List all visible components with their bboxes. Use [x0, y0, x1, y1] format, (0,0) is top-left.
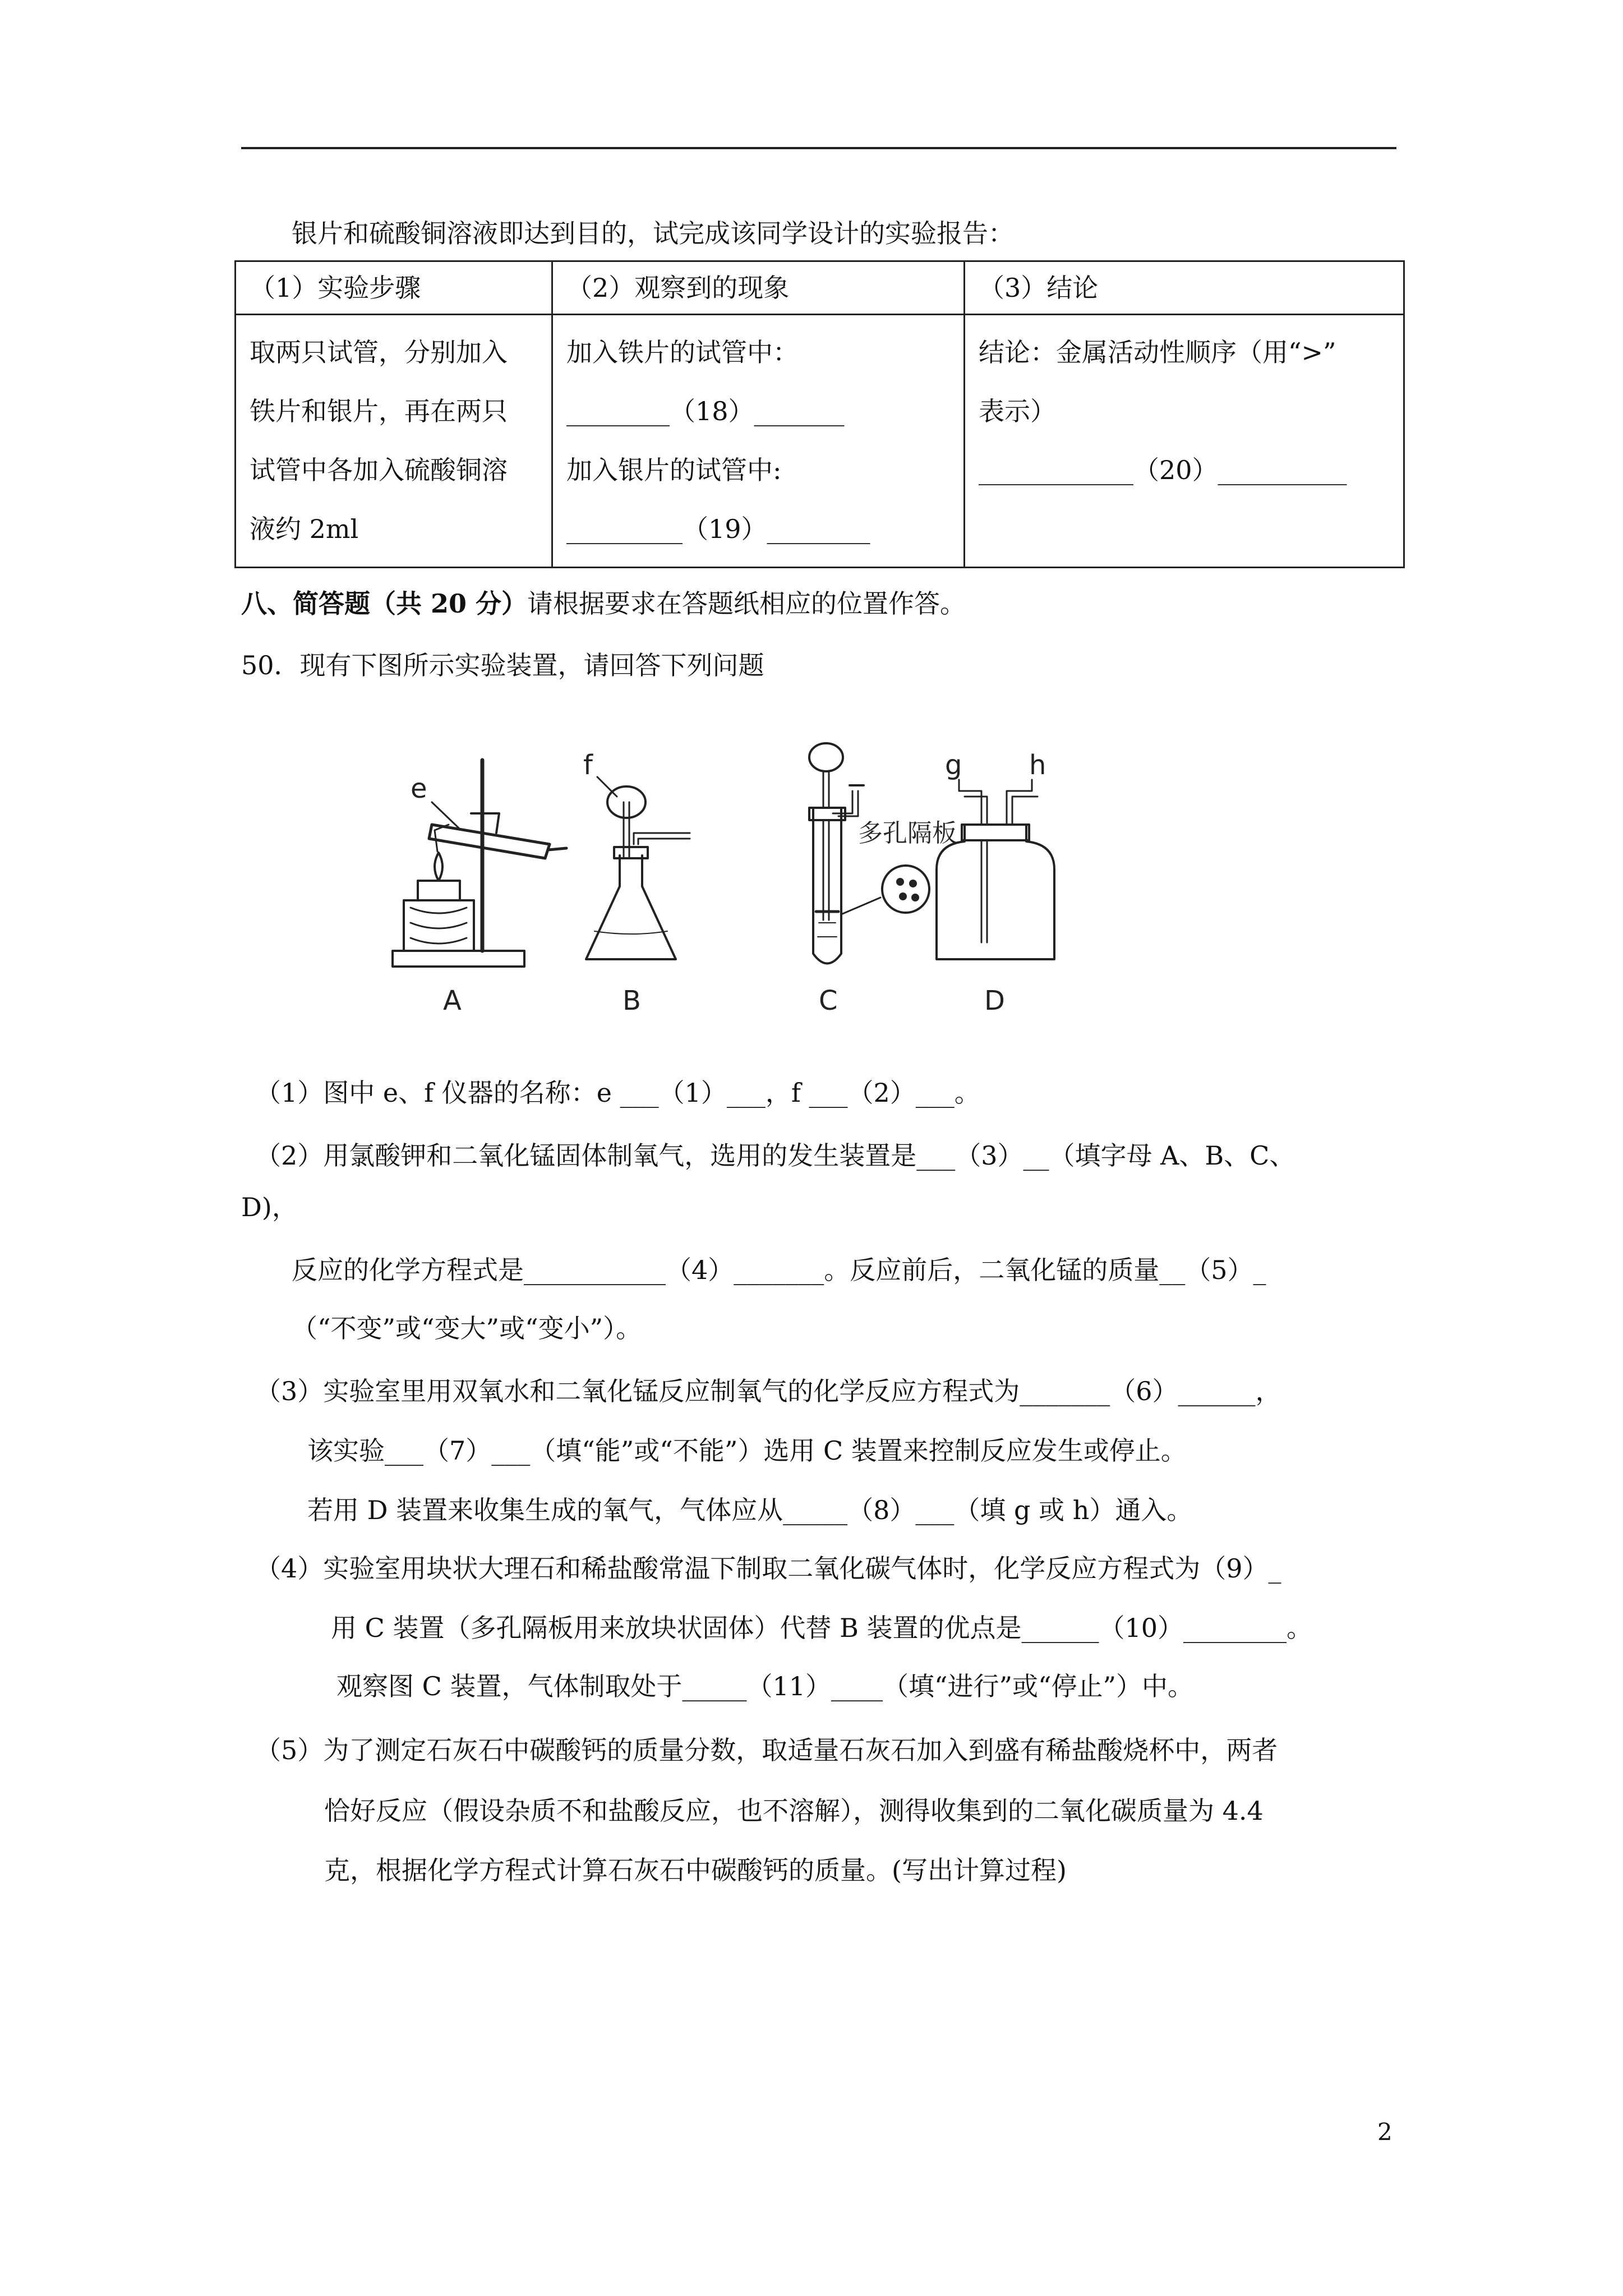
apparatus-d — [937, 749, 1054, 1016]
phenomenon-line: 加入银片的试管中: — [566, 455, 782, 485]
page-number: 2 — [1377, 2118, 1393, 2146]
label-h: h — [1029, 749, 1046, 781]
table-header-row — [236, 261, 1404, 315]
q50-line-14: 克，根据化学方程式计算石灰石中碳酸钙的质量。(写出计算过程) — [324, 1855, 1067, 1885]
q50-line-10: 用 C 装置（多孔隔板用来放块状固体）代替 B 装置的优点是______（10）________。 — [331, 1613, 1313, 1643]
conclusion-cell — [965, 315, 1404, 568]
label-porous-plate: 多孔隔板 — [858, 819, 957, 848]
q50-line-8: 若用 D 装置来收集生成的氧气，气体应从_____（8）___（填 g 或 h）通入。 — [307, 1495, 1193, 1525]
q50-line-9: （4）实验室用块状大理石和稀盐酸常温下制取二氧化碳气体时，化学反应方程式为（9）_ — [255, 1553, 1281, 1584]
apparatus-b — [583, 749, 690, 1016]
answer-blank-18: ________（18）_______ — [566, 396, 845, 426]
apparatus-figure — [370, 729, 1211, 1021]
header-conclusion: （3）结论 — [965, 261, 1404, 315]
q50-line-5: （“不变”或“变大”或“变小”）。 — [292, 1313, 642, 1343]
apparatus-c — [809, 743, 957, 1016]
label-a: A — [443, 985, 462, 1016]
step-line: 试管中各加入硫酸铜溶 — [250, 455, 508, 485]
step-line: 铁片和银片，再在两只 — [250, 396, 508, 426]
label-c: C — [819, 985, 838, 1016]
header-rule — [241, 147, 1396, 149]
q50-line-2: （2）用氯酸钾和二氧化锰固体制氧气，选用的发生装置是___（3）__（填字母 A、B、C、 — [255, 1140, 1295, 1171]
q50-line-4: 反应的化学方程式是___________（4）_______。反应前后，二氧化锰的质量__（5）_ — [292, 1255, 1266, 1285]
q50-line-1: （1）图中 e、f 仪器的名称：e ___（1）___，f ___（2）___。 — [255, 1078, 980, 1108]
section-8-instruction: 请根据要求在答题纸相应的位置作答。 — [527, 588, 966, 619]
q50-line-12: （5）为了测定石灰石中碳酸钙的质量分数，取适量石灰石加入到盛有稀盐酸烧杯中，两者 — [255, 1735, 1278, 1765]
q50-line-11: 观察图 C 装置，气体制取处于_____（11）____（填“进行”或“停止”）中。 — [336, 1671, 1194, 1701]
header-steps: （1）实验步骤 — [236, 261, 552, 315]
table-row — [236, 315, 1404, 568]
section-8-title: 八、简答题（共 20 分） — [241, 588, 528, 619]
step-line: 取两只试管，分别加入 — [250, 337, 508, 367]
answer-blank-19: _________（19）________ — [566, 514, 870, 544]
q50-line-3: D)， — [241, 1192, 298, 1222]
apparatus-a — [393, 760, 566, 1016]
q50-line-13: 恰好反应（假设杂质不和盐酸反应，也不溶解），测得收集到的二氧化碳质量为 4.4 — [324, 1796, 1264, 1826]
section-8-heading — [241, 587, 966, 620]
step-line: 液约 2ml — [250, 514, 359, 544]
q50-line-7: 该实验___（7）___（填“能”或“不能”）选用 C 装置来控制反应发生或停止。 — [307, 1435, 1187, 1466]
conclusion-line: 表示） — [979, 396, 1056, 426]
answer-blank-20: ____________（20）__________ — [979, 455, 1347, 485]
label-e: e — [411, 773, 427, 804]
intro-line: 银片和硫酸铜溶液即达到目的，试完成该同学设计的实验报告： — [292, 218, 1014, 249]
phenomenon-line: 加入铁片的试管中： — [566, 337, 799, 367]
label-b: B — [623, 985, 641, 1016]
phenomenon-cell — [552, 315, 965, 568]
q50-line-6: （3）实验室里用双氧水和二氧化锰反应制氧气的化学反应方程式为_______（6）______， — [255, 1376, 1281, 1406]
header-phenomenon: （2）观察到的现象 — [552, 261, 965, 315]
conclusion-line: 结论：金属活动性顺序（用“>” — [979, 337, 1336, 367]
label-d: D — [984, 985, 1005, 1016]
label-g: g — [945, 749, 962, 781]
steps-cell — [236, 315, 552, 568]
experiment-report-table — [234, 260, 1405, 568]
question-50-stem: 50．现有下图所示实验装置，请回答下列问题 — [241, 650, 764, 680]
label-f: f — [583, 749, 593, 781]
